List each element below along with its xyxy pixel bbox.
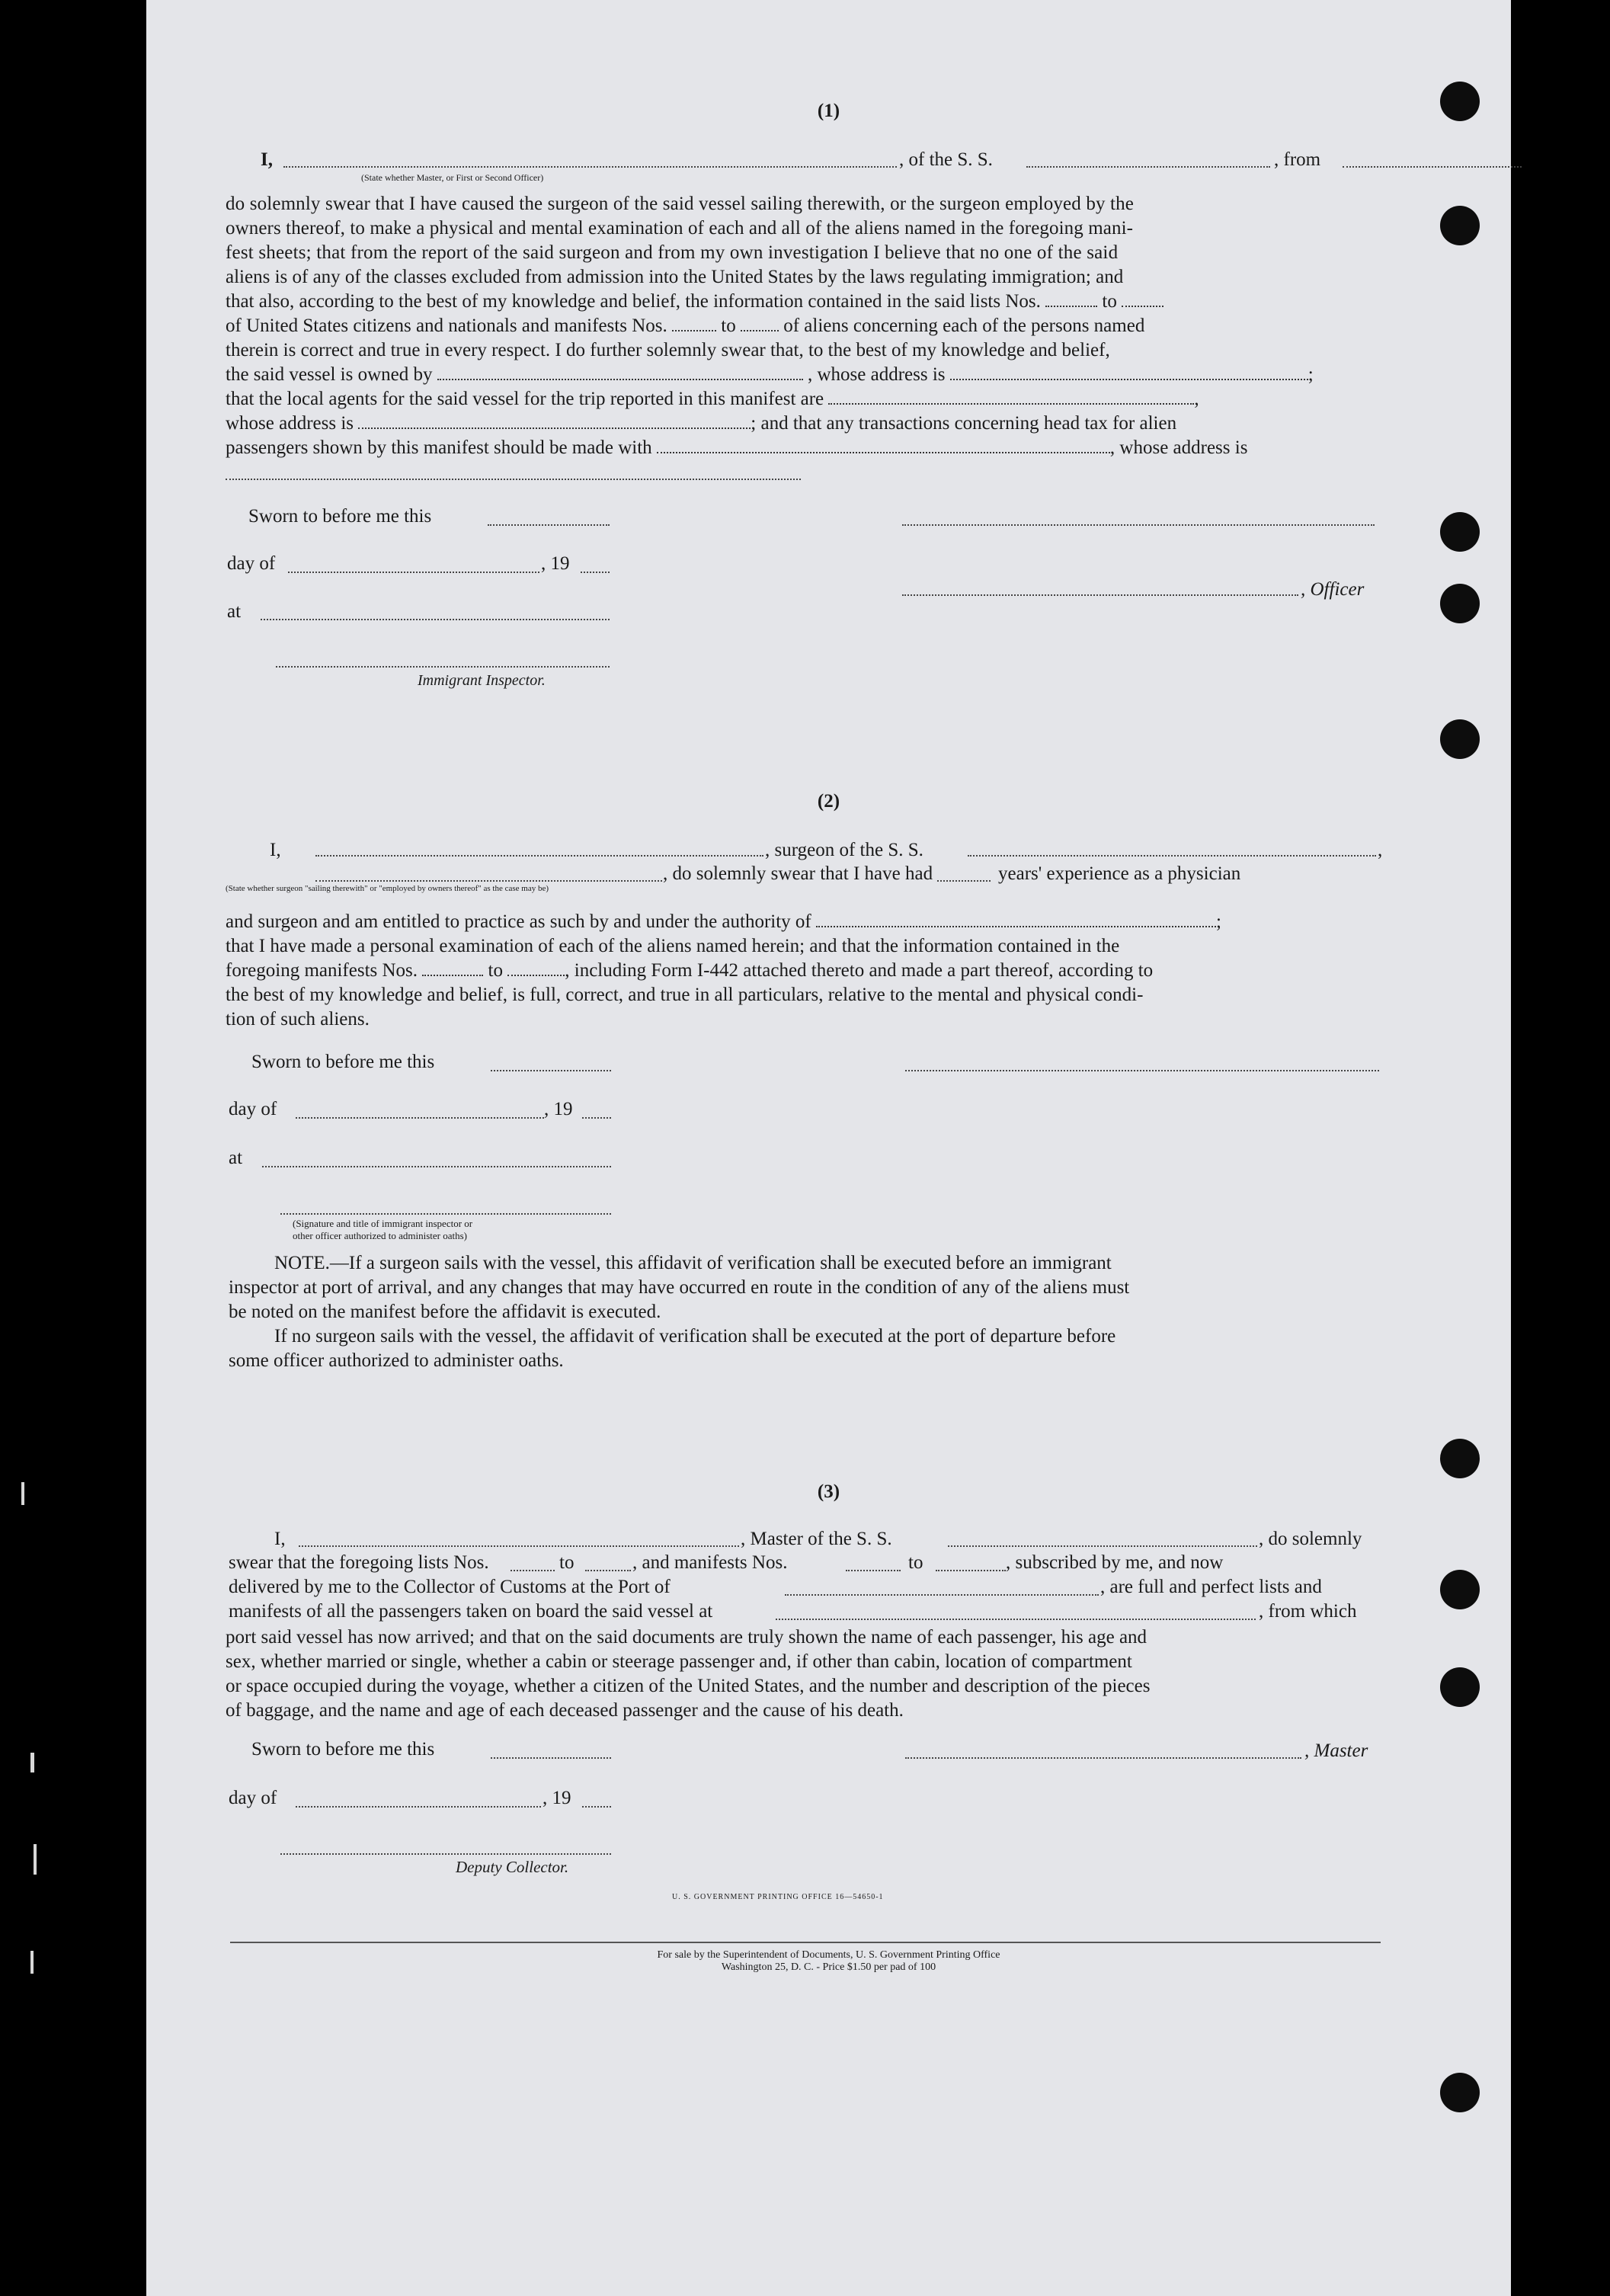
s1-agents-address-field[interactable] (358, 414, 751, 429)
s3-year: , 19 (543, 1788, 571, 1808)
s1-inspector-signature-line[interactable] (276, 666, 610, 668)
s1-year-field[interactable] (581, 572, 610, 573)
s1-officer: , Officer (1301, 579, 1365, 600)
s1-final-address-field[interactable] (226, 479, 801, 480)
s3-manifests-from-field[interactable] (846, 1570, 901, 1571)
s1-inspector: Immigrant Inspector. (418, 672, 546, 689)
s3-line4a: manifests of all the passengers taken on board the said vessel at (229, 1601, 713, 1622)
s3-lists-to-field[interactable] (585, 1570, 631, 1571)
s1-line-6 (226, 314, 1384, 338)
s3-year-field[interactable] (582, 1806, 611, 1808)
punch-hole (1440, 206, 1480, 245)
s1-to: to (721, 315, 736, 336)
s3-do-solemnly: , do solemnly (1259, 1529, 1362, 1549)
s2-line: that I have made a personal examination of each of the aliens named herein; and that the information contained in the (226, 936, 1120, 956)
s1-head-tax-field[interactable] (657, 438, 1110, 453)
section-1-body (226, 192, 1384, 460)
s1-line-5 (226, 290, 1384, 314)
s1-line: of United States citizens and nationals and manifests Nos. (226, 315, 667, 336)
s2-at: at (229, 1148, 243, 1168)
section-3-number: (3) (817, 1481, 840, 1502)
s2-signature-line[interactable] (905, 1070, 1379, 1071)
s1-name-field[interactable] (283, 166, 897, 168)
s2-i-label: I, (270, 840, 281, 860)
s1-line: owners thereof, to make a physical and mental examination of each and all of the aliens named in the foregoing mani- (226, 218, 1134, 239)
s3-lists-from-field[interactable] (511, 1570, 555, 1571)
s1-line: that also, according to the best of my knowledge and belief, the information contained in the said lists Nos. (226, 291, 1041, 312)
s3-line2a: swear that the foregoing lists Nos. (229, 1552, 489, 1573)
s2-line: the best of my knowledge and belief, is full, correct, and true in all particulars, relative to the mental and physical condi- (226, 985, 1144, 1005)
s1-officer-line[interactable] (902, 594, 1298, 596)
footer-rule (230, 1942, 1381, 1943)
gpo-imprint: U. S. GOVERNMENT PRINTING OFFICE 16—54650-1 (672, 1893, 884, 1901)
s3-line: sex, whether married or single, whether a cabin or steerage passenger and, if other than cabin, location of compartment (226, 1651, 1132, 1672)
s2-ship-field[interactable] (968, 855, 1376, 857)
edge-mark (34, 1844, 37, 1875)
s3-line: or space occupied during the voyage, whether a citizen of the United States, and the number and description of the pieces (226, 1676, 1151, 1696)
s1-lists-to-field[interactable] (1122, 292, 1163, 307)
s3-manifests-to-field[interactable] (936, 1570, 1006, 1571)
s1-from-field[interactable] (1343, 166, 1522, 168)
s2-at-field[interactable] (262, 1166, 611, 1167)
punch-hole (1440, 1439, 1480, 1478)
s1-day-field[interactable] (288, 572, 539, 573)
s3-line: port said vessel has now arrived; and that on the said documents are truly shown the name of each passenger, his age and (226, 1627, 1147, 1648)
s1-line: do solemnly swear that I have caused the surgeon of the said vessel sailing therewith, or the surgeon employed by the (226, 194, 1135, 214)
s1-line: passengers shown by this manifest should be made with (226, 437, 652, 458)
s2-to: to (488, 960, 503, 981)
s2-note-5: some officer authorized to administer oaths. (229, 1350, 564, 1371)
s3-master-signature-line[interactable] (905, 1757, 1301, 1759)
s2-surgeon-of: , surgeon of the S. S. (765, 840, 923, 860)
punch-hole (1440, 584, 1480, 623)
s2-surgeon-caption: (State whether surgeon "sailing therewith" or "employed by owners thereof" as the case may be) (226, 884, 549, 893)
s3-master-of: , Master of the S. S. (741, 1529, 892, 1549)
s1-at: at (227, 601, 242, 622)
s3-day-field[interactable] (296, 1806, 541, 1808)
s1-line-8: the said vessel is owned by , whose address is ; (226, 364, 1314, 385)
s3-master: , Master (1304, 1740, 1368, 1761)
s2-year-field[interactable] (582, 1117, 611, 1119)
section-2-number: (2) (817, 791, 840, 812)
edge-mark (21, 1482, 24, 1505)
s2-day-of: day of (229, 1099, 277, 1119)
s3-i-label: I, (274, 1529, 286, 1549)
s1-officer-caption: (State whether Master, or First or Second Officer) (361, 172, 544, 183)
s1-from: , from (1274, 149, 1321, 170)
s2-name-field[interactable] (315, 855, 763, 857)
edge-mark (30, 1951, 34, 1974)
s2-sworn-date-field[interactable] (491, 1070, 611, 1071)
s3-embark-port-field[interactable] (776, 1619, 1256, 1620)
s1-line-11 (226, 436, 1384, 460)
s2-authority-field[interactable] (816, 912, 1216, 927)
punch-hole (1440, 512, 1480, 552)
sale-line-1: For sale by the Superintendent of Documents, U. S. Government Printing Office (657, 1949, 1000, 1961)
form-sheet (146, 0, 1511, 2296)
section-3-body (226, 1625, 1391, 1723)
s1-line-9: that the local agents for the said vessel for the trip reported in this manifest are , (226, 389, 1199, 409)
s3-line: of baggage, and the name and age of each deceased passenger and the cause of his death. (226, 1700, 904, 1721)
s2-line-1: and surgeon and am entitled to practice as such by and under the authority of ; (226, 911, 1221, 932)
s1-manifests-from-field[interactable] (672, 316, 716, 331)
s3-sworn-date-field[interactable] (491, 1757, 611, 1759)
s1-owner-address-field[interactable] (950, 365, 1308, 380)
s2-sworn: Sworn to before me this (251, 1052, 435, 1072)
s2-line-3 (226, 959, 1384, 983)
s2-manifests-to-field[interactable] (507, 961, 565, 976)
s1-line-10 (226, 411, 1384, 436)
s1-owner-field[interactable] (437, 365, 803, 380)
s1-ship-field[interactable] (1026, 166, 1270, 168)
s1-sworn: Sworn to before me this (248, 506, 432, 527)
s1-to: to (1102, 291, 1117, 312)
s3-day-of: day of (229, 1788, 277, 1808)
s1-line: aliens is of any of the classes excluded from admission into the United States by the laws regulating immigration; and (226, 267, 1124, 287)
s1-of-aliens: of aliens concerning each of the persons named (783, 315, 1145, 336)
punch-hole (1440, 2073, 1480, 2112)
s2-signature-caption-1: (Signature and title of immigrant inspector or (293, 1218, 473, 1229)
s3-line3b: , are full and perfect lists and (1100, 1577, 1322, 1597)
s1-line: that the local agents for the said vessel for the trip reported in this manifest are (226, 389, 824, 409)
s2-signature-caption-2: other officer authorized to administer oaths) (293, 1230, 467, 1241)
s1-line: the said vessel is owned by (226, 364, 433, 385)
sale-line-2: Washington 25, D. C. - Price $1.50 per pad of 100 (721, 1961, 936, 1973)
s3-sworn: Sworn to before me this (251, 1739, 435, 1760)
s3-and-manifests: , and manifests Nos. (632, 1552, 788, 1573)
s1-sworn-date-field[interactable] (488, 524, 610, 526)
s1-line: therein is correct and true in every respect. I do further solemnly swear that, to the best of my knowledge and belief, (226, 340, 1110, 360)
s1-at-field[interactable] (261, 619, 610, 620)
s2-note-3: be noted on the manifest before the affidavit is executed. (229, 1302, 661, 1322)
s1-of-ss: , of the S. S. (899, 149, 993, 170)
s1-year: , 19 (541, 553, 570, 574)
s2-line: and surgeon and am entitled to practice as such by and under the authority of (226, 911, 811, 932)
s3-to: to (908, 1552, 923, 1573)
s2-day-field[interactable] (296, 1117, 544, 1119)
punch-hole (1440, 1570, 1480, 1609)
s3-subscribed: , subscribed by me, and now (1006, 1552, 1224, 1573)
s2-manifests-from-field[interactable] (422, 961, 483, 976)
s3-ship-field[interactable] (948, 1545, 1257, 1547)
s2-comma: , (1378, 840, 1383, 860)
edge-mark (30, 1753, 34, 1772)
s2-note-2: inspector at port of arrival, and any changes that may have occurred en route in the condition of any of the aliens must (229, 1277, 1130, 1298)
punch-hole (1440, 719, 1480, 759)
s2-year: , 19 (544, 1099, 573, 1119)
s2-years-exp: years' experience as a physician (998, 863, 1241, 884)
s2-note-4: If no surgeon sails with the vessel, the affidavit of verification shall be executed at the port of departure before (274, 1326, 1116, 1347)
s1-agents-field[interactable] (828, 389, 1194, 405)
s3-name-field[interactable] (299, 1545, 739, 1547)
punch-hole (1440, 1667, 1480, 1707)
s1-line: fest sheets; that from the report of the said surgeon and from my own investigation I believe that no one of the said (226, 242, 1119, 263)
s2-swear-had: , do solemnly swear that I have had (663, 863, 933, 884)
s1-head-tax: ; and that any transactions concerning head tax for alien (751, 413, 1177, 434)
s1-i-label: I, (261, 149, 273, 170)
s3-line4b: , from which (1259, 1601, 1357, 1622)
s1-line: whose address is (226, 413, 354, 434)
s3-line3a: delivered by me to the Collector of Customs at the Port of (229, 1577, 671, 1597)
s3-collector: Deputy Collector. (456, 1858, 569, 1876)
s2-inspector-signature-line[interactable] (280, 1213, 611, 1215)
s1-day-of: day of (227, 553, 276, 574)
s2-years-field[interactable] (937, 880, 991, 882)
s3-collector-signature-line[interactable] (280, 1853, 611, 1855)
s3-port-field[interactable] (785, 1594, 1099, 1596)
s2-line: foregoing manifests Nos. (226, 960, 418, 981)
s1-whose-address: , whose address is (807, 364, 946, 385)
s2-line: tion of such aliens. (226, 1009, 370, 1030)
s1-whose-address-is: , whose address is (1109, 437, 1248, 458)
s2-including: , including Form I-442 attached thereto and made a part thereof, according to (565, 960, 1154, 981)
s1-manifests-to-field[interactable] (741, 316, 779, 331)
section-1-number: (1) (817, 101, 840, 121)
s1-officer-signature-line[interactable] (902, 524, 1375, 526)
s2-note-1: NOTE.—If a surgeon sails with the vessel, this affidavit of verification shall be executed before an immigrant (274, 1253, 1112, 1273)
s3-to: to (559, 1552, 575, 1573)
section-2-body (226, 910, 1384, 1032)
s2-surgeon-type-field[interactable] (315, 880, 662, 882)
s1-lists-from-field[interactable] (1045, 292, 1097, 307)
